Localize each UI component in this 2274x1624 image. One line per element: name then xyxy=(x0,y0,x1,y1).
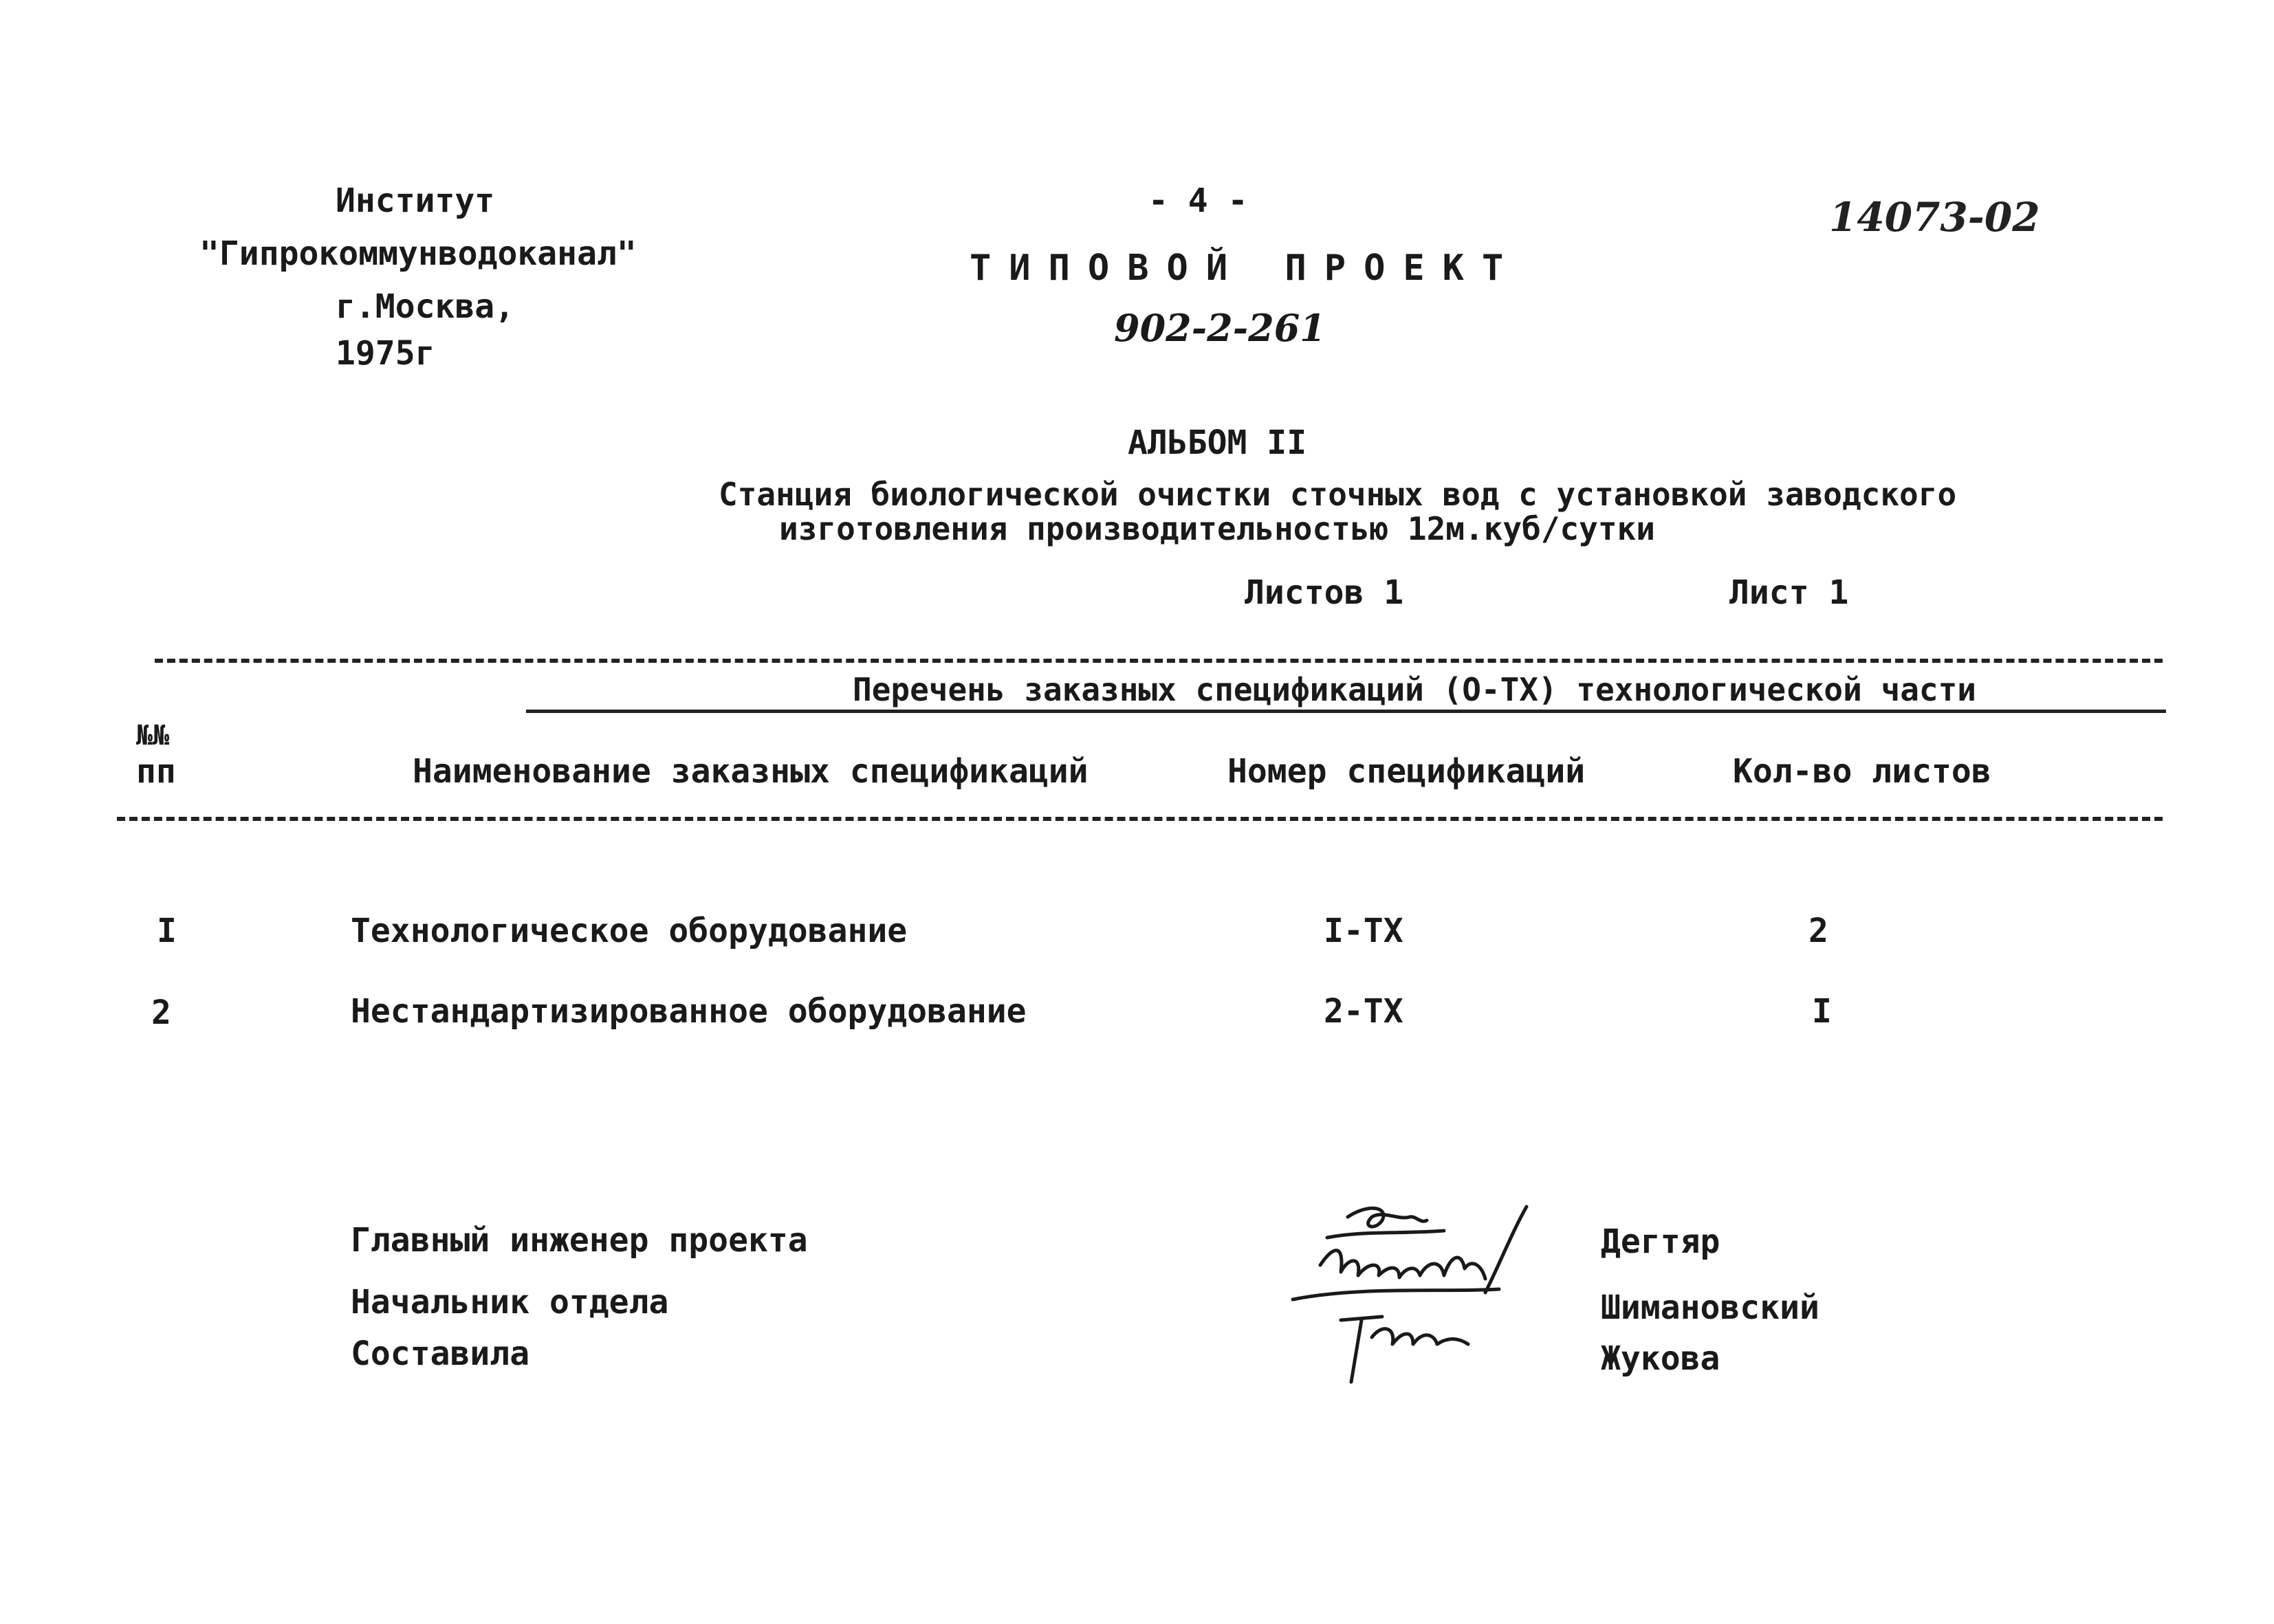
signatures-image xyxy=(1279,1189,1595,1396)
album-title: АЛЬБОМ II xyxy=(1128,424,1307,462)
name-department-head: Шимановский xyxy=(1601,1288,1819,1327)
role-chief-engineer: Главный инженер проекта xyxy=(351,1221,808,1260)
header-num-line2: пп xyxy=(136,752,176,791)
project-title: ТИПОВОЙ ПРОЕКТ xyxy=(970,248,1522,289)
row-count: I xyxy=(1812,992,1832,1031)
separator-dashed-top xyxy=(155,659,2163,663)
project-number: 902-2-261 xyxy=(1114,306,1326,350)
institute-year: 1975г xyxy=(336,334,435,373)
current-sheet: Лист 1 xyxy=(1729,573,1849,612)
page-number: - 4 - xyxy=(1148,182,1248,220)
row-spec: I-ТХ xyxy=(1324,912,1403,950)
album-description-line1: Станция биологической очистки сточных вод с установкой заводского xyxy=(719,476,1957,513)
list-title-underline xyxy=(526,710,2166,713)
header-spec-number: Номер спецификаций xyxy=(1227,752,1586,791)
row-count: 2 xyxy=(1808,912,1828,950)
row-spec: 2-ТХ xyxy=(1324,992,1403,1031)
role-department-head: Начальник отдела xyxy=(351,1283,669,1321)
list-title: Перечень заказных спецификаций (О-ТХ) технологической части xyxy=(853,671,1976,708)
name-chief-engineer: Дегтяр xyxy=(1601,1222,1720,1261)
row-num: I xyxy=(157,912,177,950)
row-name: Технологическое оборудование xyxy=(351,912,908,950)
project-code: 14073-02 xyxy=(1829,194,2040,241)
separator-dashed-header xyxy=(117,817,2163,821)
header-num-line1: №№ xyxy=(136,720,170,751)
header-sheets-count: Кол-во листов xyxy=(1733,752,1991,791)
album-description-line2: изготовления производительностью 12м.куб/сутки xyxy=(779,510,1655,547)
name-compiler: Жукова xyxy=(1601,1339,1720,1378)
institute-organization: "Гипрокоммунводоканал" xyxy=(199,234,637,273)
header-name: Наименование заказных спецификаций xyxy=(413,752,1089,791)
total-sheets: Листов 1 xyxy=(1245,573,1404,612)
institute-city: г.Москва, xyxy=(336,287,515,326)
role-compiler: Составила xyxy=(351,1335,530,1373)
institute-name-label: Институт xyxy=(336,182,495,220)
row-num: 2 xyxy=(151,994,171,1032)
row-name: Нестандартизированное оборудование xyxy=(351,992,1027,1031)
